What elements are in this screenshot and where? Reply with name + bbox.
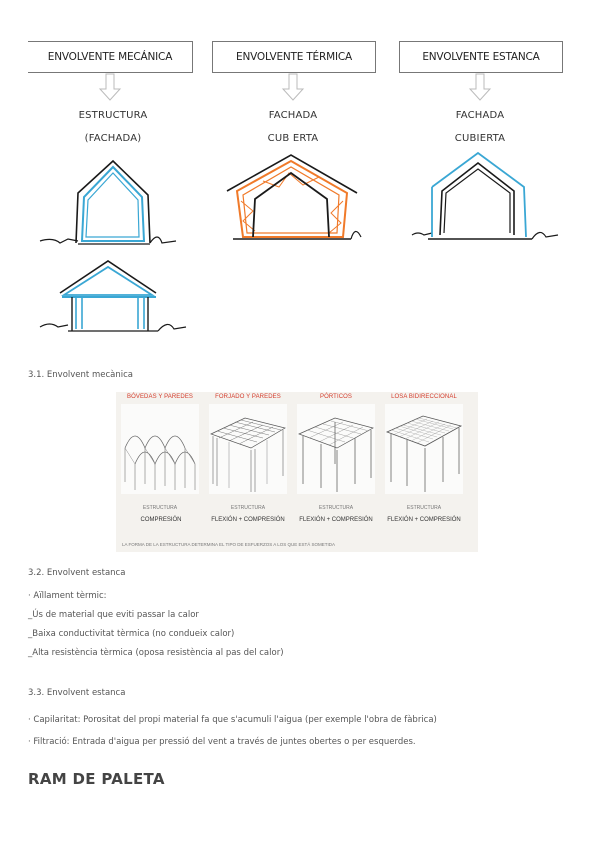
list-item: _Baixa conductivitat tèrmica (no condueix calor) (28, 629, 235, 639)
panel-load-type: FLEXIÓN + COMPRESIÓN (211, 517, 285, 523)
panel-slab (209, 404, 287, 494)
panel-subtitle: ESTRUCTURA (230, 505, 266, 511)
list-item: · Aïllament tèrmic: (28, 591, 107, 601)
structures-figure (116, 392, 478, 552)
down-arrow-icon (281, 73, 305, 101)
figure-note: LA FORMA DE LA ESTRUCTURA DETERMINA EL TIPO DE ESFUERZOS A LOS QUE ESTÁ SOMETIDA (122, 542, 336, 547)
list-item: · Filtració: Entrada d'aigua per pressió del vent a través de juntes obertes o per esquerdes. (28, 737, 416, 747)
label-facade: FACHADA (455, 110, 505, 121)
house-sketch-slab (38, 255, 188, 337)
caption-section-3-2: 3.2. Envolvent estanca (28, 568, 126, 578)
caption-section-3-3: 3.3. Envolvent estanca (28, 688, 126, 698)
caption-figure-1: 3.1. Envolvent mecànica (28, 370, 133, 380)
panel-frames (297, 404, 375, 494)
house-sketch-waterproof (410, 151, 560, 251)
list-item: _Ús de material que eviti passar la calor (28, 610, 199, 620)
down-arrow-icon (468, 73, 492, 101)
panel-title: PÓRTICOS (319, 394, 353, 400)
panel-title: BÓVEDAS Y PAREDES (126, 394, 194, 400)
vaults-sketch (121, 404, 199, 494)
slab-sketch (209, 404, 287, 494)
box-thermal: ENVOLVENTE TÉRMICA (212, 41, 376, 73)
house-sketch-mechanical (38, 151, 178, 251)
down-arrow-icon (98, 73, 122, 101)
envelope-sketch-figure (28, 33, 572, 338)
label-roof: CUBIERTA (454, 133, 506, 144)
panel-subtitle: ESTRUCTURA (142, 505, 178, 511)
bidirectional-slab-sketch (385, 404, 463, 494)
panel-subtitle: ESTRUCTURA (318, 505, 354, 511)
box-mechanical: ENVOLVENTE MECÁNICA (28, 41, 193, 73)
panel-load-type: FLEXIÓN + COMPRESIÓN (299, 517, 373, 523)
panel-title: FORJADO Y PAREDES (215, 394, 281, 400)
label-facade: (FACHADA) (84, 133, 142, 144)
panel-load-type: COMPRESIÓN (140, 517, 182, 523)
list-item: · Capilaritat: Porositat del propi material fa que s'acumuli l'aigua (per exemple l'obra de fàbrica) (28, 715, 437, 725)
house-sketch-thermal (223, 151, 363, 251)
panel-load-type: FLEXIÓN + COMPRESIÓN (387, 517, 461, 523)
list-item: _Alta resistència tèrmica (oposa resistència al pas del calor) (28, 648, 284, 658)
label-roof: CUB ERTA (267, 133, 319, 144)
box-waterproof: ENVOLVENTE ESTANCA (399, 41, 563, 73)
label-facade: FACHADA (268, 110, 318, 121)
label-structure: ESTRUCTURA (78, 110, 148, 121)
frames-sketch (297, 404, 375, 494)
panel-bidirectional-slab (385, 404, 463, 494)
panel-title: LOSA BIDIRECCIONAL (391, 394, 457, 400)
section-heading: RAM DE PALETA (28, 770, 165, 788)
panel-vaults (121, 404, 199, 494)
panel-subtitle: ESTRUCTURA (406, 505, 442, 511)
